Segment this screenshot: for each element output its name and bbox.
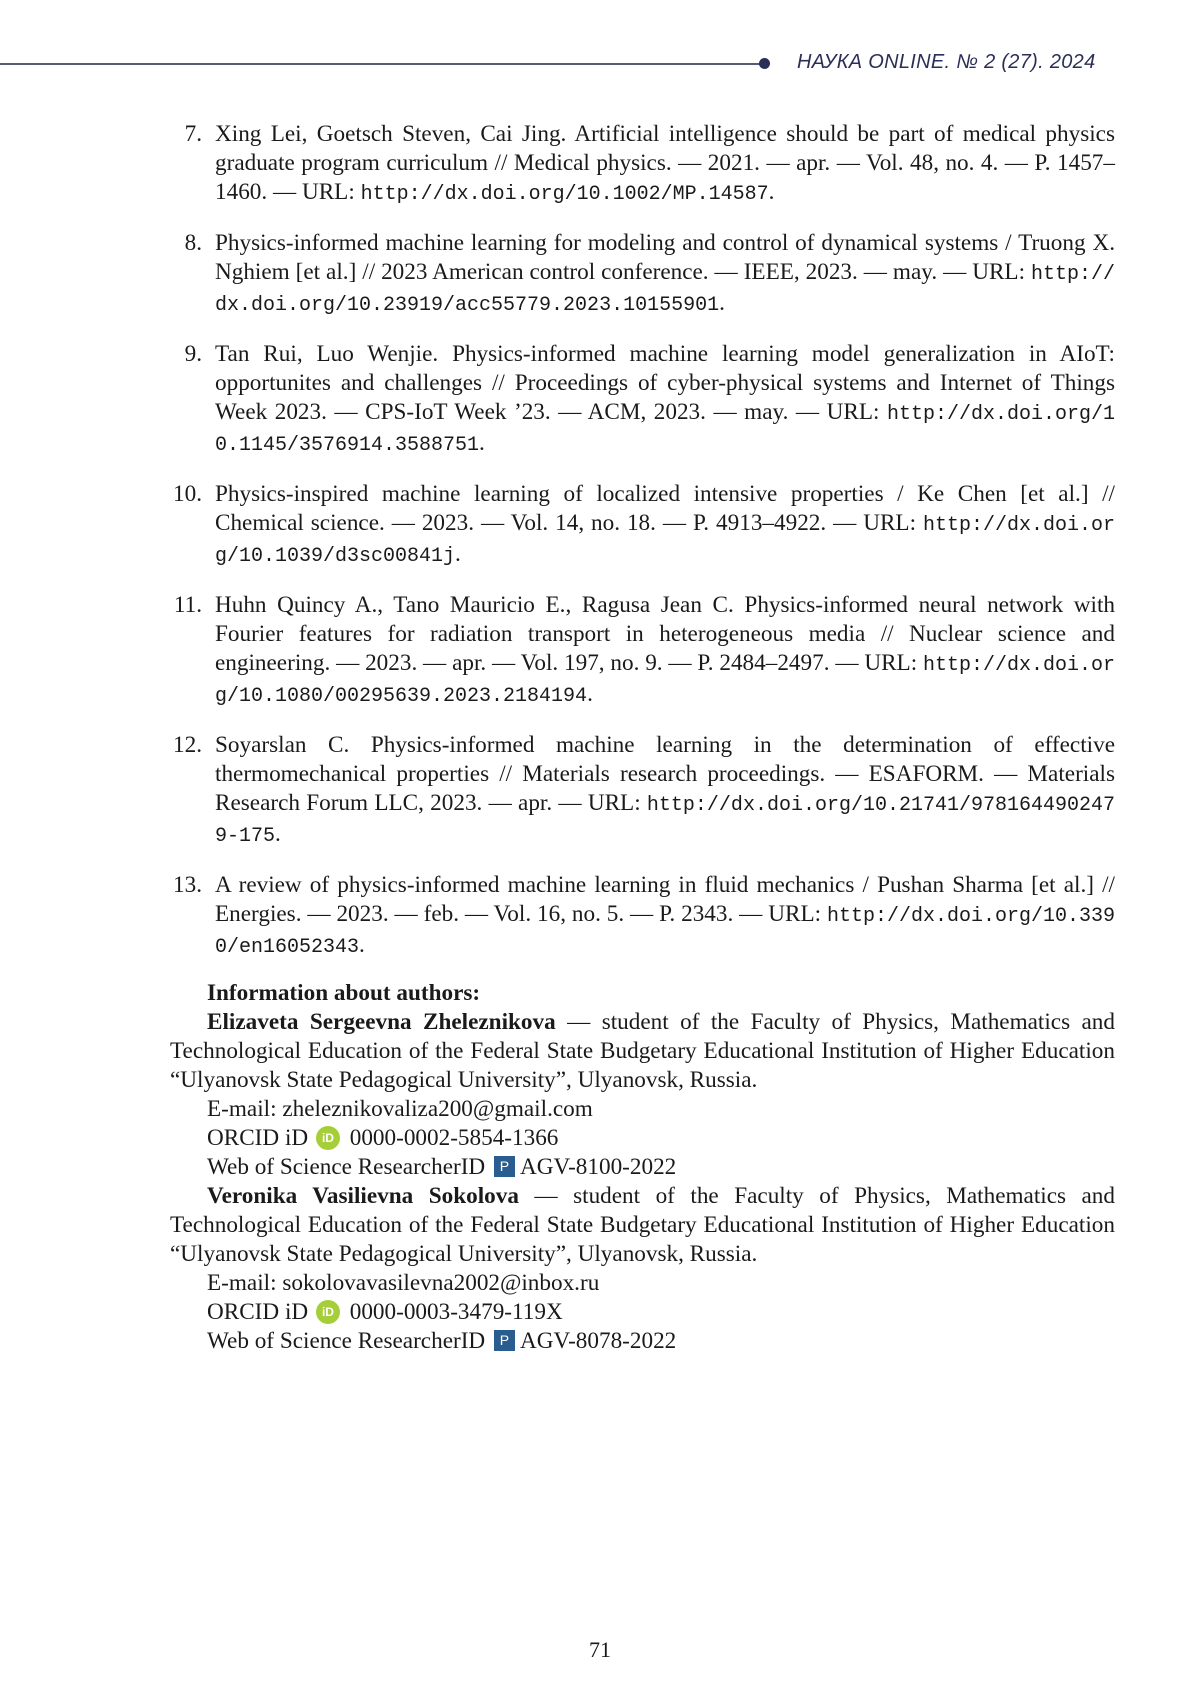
author-orcid[interactable]: 0000-0003-3479-119X (349, 1299, 563, 1325)
author-orcid-line (170, 1298, 1115, 1327)
reference-period: . (359, 932, 365, 958)
author-bio (170, 1008, 1115, 1095)
author-wos-id[interactable]: AGV-8100-2022 (519, 1154, 677, 1180)
authors-heading: Information about authors: (207, 980, 481, 1006)
reference-text: Physics-informed machine learning for modeling and control of dynamical systems / Truong X. Nghiem [et al.] // 2023 American control conference. — IEEE, 2023. — may. — URL: (215, 230, 1115, 285)
reference-url[interactable]: http://dx.doi.org/10.21741/9781644902479-175 (215, 794, 1115, 848)
orcid-label: ORCID iD (207, 1125, 309, 1151)
reference-url[interactable]: http://dx.doi.org/10.1080/00295639.2023.2184194 (215, 654, 1115, 708)
wos-label: Web of Science ResearcherID (207, 1154, 486, 1180)
author-name: Elizaveta Sergeevna Zheleznikova (207, 1009, 556, 1035)
page-number: 71 (589, 1637, 611, 1662)
reference-text: Soyarslan C. Physics-informed machine learning in the determination of effective thermomechanical properties // Materials research proceedings. — ESAFORM. — Materials Research Forum LLC, 2023. — apr. — URL: (215, 732, 1115, 816)
reference-number: 8. (184, 230, 202, 256)
reference-url[interactable]: http://dx.doi.org/10.23919/acc55779.2023.10155901 (215, 263, 1115, 317)
reference-item (170, 591, 1115, 711)
reference-list (170, 120, 1115, 982)
journal-title: НАУКА ONLINE. № 2 (27). 2024 (797, 51, 1096, 73)
reference-item (170, 731, 1115, 851)
running-header (0, 50, 1200, 80)
reference-text: Physics-inspired machine learning of localized intensive properties / Ke Chen [et al.] // Chemical science. — 2023. — Vol. 14, no. 18. — P. 4913–4922. — URL: (215, 481, 1115, 536)
email-label: E-mail: (207, 1270, 283, 1296)
reference-period: . (479, 430, 485, 456)
reference-number: 7. (184, 121, 202, 147)
reference-number: 10. (173, 481, 202, 507)
author-email-line (170, 1269, 1115, 1298)
reference-number: 9. (184, 341, 202, 367)
reference-url[interactable]: http://dx.doi.org/10.1002/MP.14587 (360, 183, 769, 206)
author-email[interactable]: zheleznikovaliza200@gmail.com (282, 1096, 593, 1122)
publons-icon: P (494, 1330, 515, 1351)
wos-label: Web of Science ResearcherID (207, 1328, 486, 1354)
author-wos-line (170, 1153, 1115, 1182)
reference-number: 12. (173, 732, 202, 758)
publons-icon: P (494, 1156, 515, 1177)
reference-text: Xing Lei, Goetsch Steven, Cai Jing. Artificial intelligence should be part of medical physics graduate program curriculum // Medical physics. — 2021. — apr. — Vol. 48, no. 4. — P. 1457–1460. — URL: (215, 121, 1115, 205)
reference-text: A review of physics-informed machine learning in fluid mechanics / Pushan Sharma [et al.] // Energies. — 2023. — feb. — Vol. 16, no. 5. — P. 2343. — URL: (215, 872, 1115, 927)
reference-url[interactable]: http://dx.doi.org/10.3390/en16052343 (215, 905, 1115, 959)
author-bio (170, 1182, 1115, 1269)
orcid-label: ORCID iD (207, 1299, 309, 1325)
author-wos-id[interactable]: AGV-8078-2022 (519, 1328, 677, 1354)
reference-period: . (719, 290, 725, 316)
author-description: — student of the Faculty of Physics, Mathematics and Technological Education of the Federal State Budgetary Educational Institution of Higher Education “Ulyanovsk State Pedagogical University”, Ulyanovsk, Russia. (170, 1009, 1115, 1093)
reference-period: . (275, 821, 281, 847)
author-description: — student of the Faculty of Physics, Mathematics and Technological Education of the Federal State Budgetary Educational Institution of Higher Education “Ulyanovsk State Pedagogical University”, Ulyanovsk, Russia. (170, 1183, 1115, 1267)
header-dot (759, 58, 770, 69)
reference-period: . (587, 681, 593, 707)
authors-section (170, 979, 1115, 1356)
author-orcid-line (170, 1124, 1115, 1153)
reference-number: 11. (173, 592, 202, 618)
email-label: E-mail: (207, 1096, 283, 1122)
author-email-line (170, 1095, 1115, 1124)
author-email[interactable]: sokolovavasilevna2002@inbox.ru (282, 1270, 600, 1296)
reference-text: Tan Rui, Luo Wenjie. Physics-informed machine learning model generalization in AIoT: opportunites and challenges // Proceedings of cyber-physical systems and Internet of Things Week 2023. — CPS-IoT Week ’23. — ACM, 2023. — may. — URL: (215, 341, 1115, 425)
reference-item (170, 871, 1115, 962)
reference-text: Huhn Quincy A., Tano Mauricio E., Ragusa Jean C. Physics-informed neural network with Fourier features for radiation transport in heterogeneous media // Nuclear science and engineering. — 2023. — apr. — Vol. 197, no. 9. — P. 2484–2497. — URL: (215, 592, 1115, 676)
reference-url[interactable]: http://dx.doi.org/10.1145/3576914.3588751 (215, 403, 1115, 457)
header-rule (0, 63, 760, 65)
author-wos-line (170, 1327, 1115, 1356)
author-name: Veronika Vasilievna Sokolova (207, 1183, 519, 1209)
reference-period: . (768, 179, 775, 205)
reference-item (170, 229, 1115, 320)
reference-item (170, 120, 1115, 209)
orcid-icon: iD (316, 1300, 340, 1324)
reference-item (170, 480, 1115, 571)
author-orcid[interactable]: 0000-0002-5854-1366 (349, 1125, 559, 1151)
reference-number: 13. (173, 872, 202, 898)
orcid-icon: iD (316, 1126, 340, 1150)
reference-item (170, 340, 1115, 460)
reference-period: . (455, 541, 461, 567)
reference-url[interactable]: http://dx.doi.org/10.1039/d3sc00841j (215, 514, 1115, 568)
